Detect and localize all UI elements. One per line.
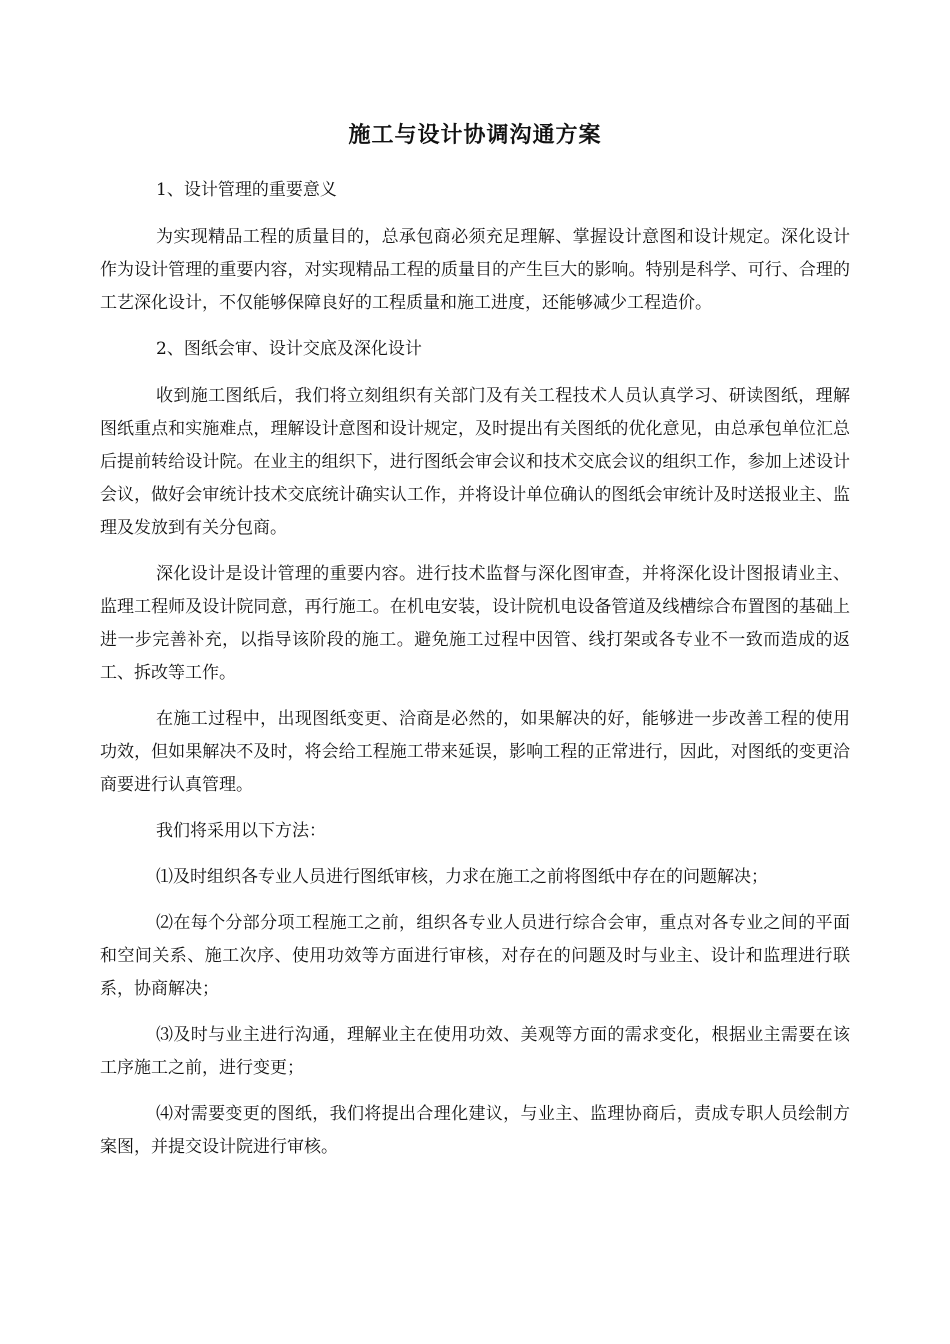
list-item-4: ⑷对需要变更的图纸，我们将提出合理化建议，与业主、监理协商后，责成专职人员绘制方案图，并提交设计院进行审核。 <box>100 1104 850 1157</box>
paragraph-deepened-design: 深化设计是设计管理的重要内容。进行技术监督与深化图审查，并将深化设计图报请业主、监理工程师及设计院同意，再行施工。在机电安装，设计院机电设备管道及线槽综合布置图的基础上进一步完善补充，以指导该阶段的施工。避免施工过程中因管、线打架或各专业不一致而造成的返工、拆改等工作。 <box>100 564 850 683</box>
paragraph-design-significance: 为实现精品工程的质量目的，总承包商必须充足理解、掌握设计意图和设计规定。深化设计作为设计管理的重要内容，对实现精品工程的质量目的产生巨大的影响。特别是科学、可行、合理的工艺深化设计，不仅能够保障良好的工程质量和施工进度，还能够减少工程造价。 <box>100 227 850 313</box>
paragraph-drawing-review: 收到施工图纸后，我们将立刻组织有关部门及有关工程技术人员认真学习、研读图纸，理解图纸重点和实施难点，理解设计意图和设计规定，及时提出有关图纸的优化意见，由总承包单位汇总后提前转给设计院。在业主的组织下，进行图纸会审会议和技术交底会议的组织工作，参加上述设计会议，做好会审统计技术交底统计确实认工作，并将设计单位确认的图纸会审统计及时送报业主、监理及发放到有关分包商。 <box>100 386 850 538</box>
section-1-heading: 1、设计管理的重要意义 <box>156 180 337 200</box>
list-item-1: ⑴及时组织各专业人员进行图纸审核，力求在施工之前将图纸中存在的问题解决； <box>156 867 768 887</box>
list-item-3: ⑶及时与业主进行沟通，理解业主在使用功效、美观等方面的需求变化，根据业主需要在该工序施工之前，进行变更； <box>100 1025 850 1078</box>
paragraph-change-management: 在施工过程中，出现图纸变更、洽商是必然的，如果解决的好，能够进一步改善工程的使用功效，但如果解决不及时，将会给工程施工带来延误，影响工程的正常进行，因此，对图纸的变更洽商要进行认真管理。 <box>100 709 850 795</box>
list-item-2: ⑵在每个分部分项工程施工之前，组织各专业人员进行综合会审，重点对各专业之间的平面和空间关系、施工次序、使用功效等方面进行审核，对存在的问题及时与业主、设计和监理进行联系，协商解决； <box>100 913 850 999</box>
paragraph-methods-intro: 我们将采用以下方法： <box>156 821 326 841</box>
document-title: 施工与设计协调沟通方案 <box>348 122 602 148</box>
section-2-heading: 2、图纸会审、设计交底及深化设计 <box>156 339 422 359</box>
